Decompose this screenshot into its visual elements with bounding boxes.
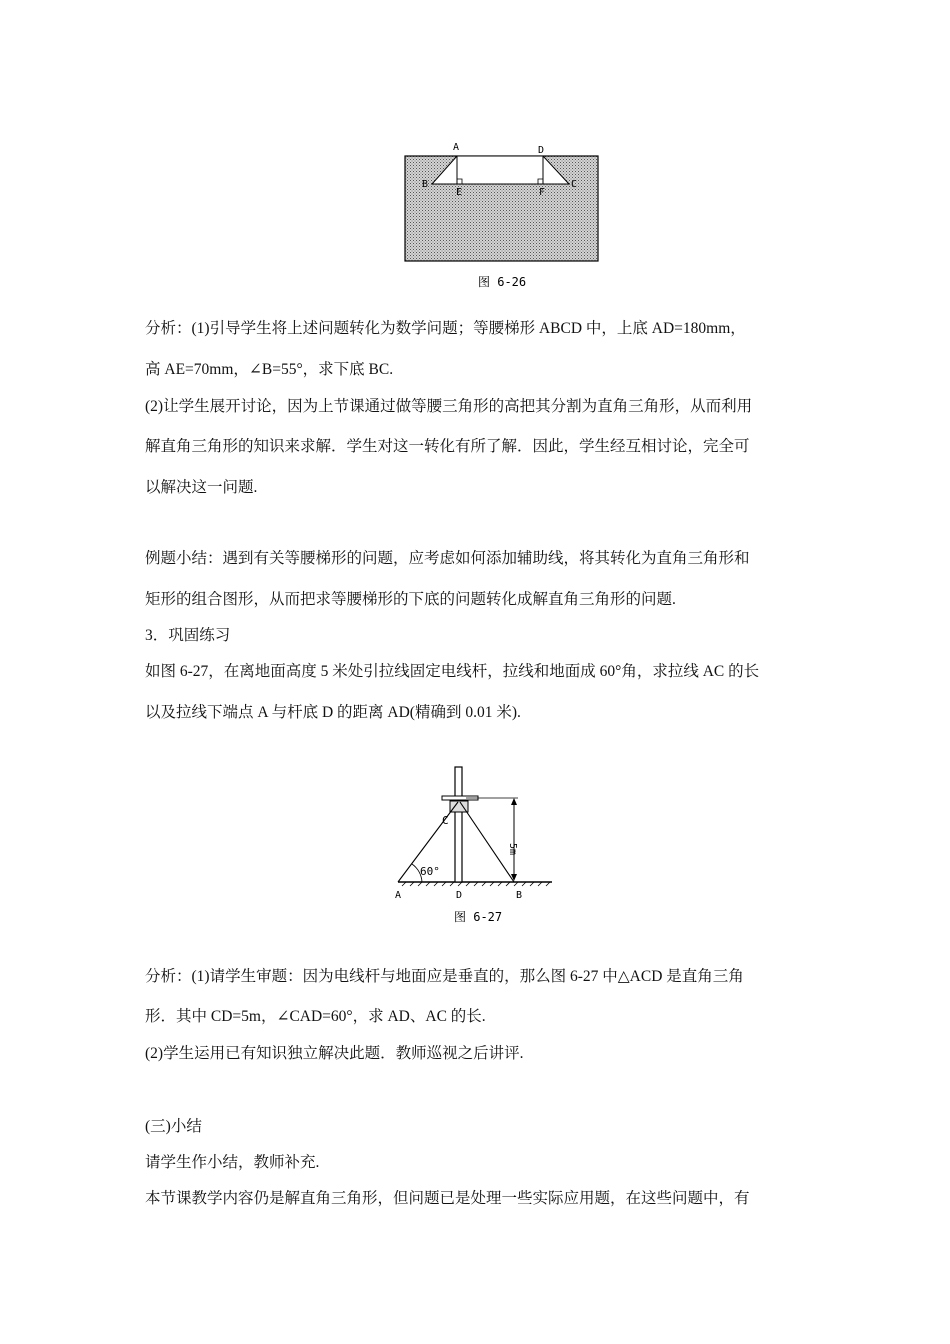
label-b: B xyxy=(516,890,523,901)
label-e: E xyxy=(456,187,463,198)
section-heading: 3．巩固练习 xyxy=(145,627,231,644)
section-heading: (三)小结 xyxy=(145,1118,202,1135)
label-a: A xyxy=(453,142,460,153)
figure-6-27 xyxy=(390,765,560,930)
label-d: D xyxy=(456,890,463,901)
label-c: C xyxy=(571,179,578,190)
angle-label: 60° xyxy=(420,865,440,878)
paragraph-line: 以解决这一问题. xyxy=(145,479,258,496)
paragraph-line: 矩形的组合图形，从而把求等腰梯形的下底的问题转化成解直角三角形的问题. xyxy=(145,591,676,608)
figure-caption: 图 6-27 xyxy=(454,910,503,924)
paragraph-line: 例题小结：遇到有关等腰梯形的问题，应考虑如何添加辅助线，将其转化为直角三角形和 xyxy=(145,550,750,567)
paragraph-line: (2)学生运用已有知识独立解决此题．教师巡视之后讲评. xyxy=(145,1045,524,1062)
paragraph-line: 本节课教学内容仍是解直角三角形，但问题已是处理一些实际应用题，在这些问题中，有 xyxy=(145,1190,750,1207)
guy-wire-b xyxy=(460,802,514,882)
figure-caption: 图 6-26 xyxy=(478,275,527,289)
paragraph-line: 分析：(1)请学生审题：因为电线杆与地面应是垂直的，那么图 6-27 中△ACD 是直角三角 xyxy=(145,968,744,985)
label-d: D xyxy=(538,145,545,156)
arrow-up-icon xyxy=(511,798,517,805)
paragraph-line: 以及拉线下端点 A 与杆底 D 的距离 AD(精确到 0.01 米). xyxy=(145,704,521,721)
figure-6-26 xyxy=(395,138,610,298)
paragraph-line: 请学生作小结，教师补充. xyxy=(145,1154,320,1171)
paragraph-line: 形．其中 CD=5m，∠CAD=60°，求 AD、AC 的长. xyxy=(145,1008,486,1025)
paragraph-line: 解直角三角形的知识来求解．学生对这一转化有所了解．因此，学生经互相讨论，完全可 xyxy=(145,438,750,455)
paragraph-line: 分析：(1)引导学生将上述问题转化为数学问题；等腰梯形 ABCD 中，上底 AD=180mm， xyxy=(145,320,746,337)
label-a: A xyxy=(395,890,402,901)
paragraph-line: 高 AE=70mm，∠B=55°，求下底 BC. xyxy=(145,361,394,378)
height-label: 5m xyxy=(507,843,518,856)
paragraph-line: 如图 6-27，在离地面高度 5 米处引拉线固定电线杆，拉线和地面成 60°角，求拉线 AC 的长 xyxy=(145,663,760,680)
label-c: C xyxy=(442,814,449,827)
label-b: B xyxy=(422,179,429,190)
electric-pole xyxy=(455,767,462,882)
paragraph-line: (2)让学生展开讨论，因为上节课通过做等腰三角形的高把其分割为直角三角形，从而利用 xyxy=(145,398,753,415)
arrow-down-icon xyxy=(511,874,517,881)
label-f: F xyxy=(539,187,546,198)
